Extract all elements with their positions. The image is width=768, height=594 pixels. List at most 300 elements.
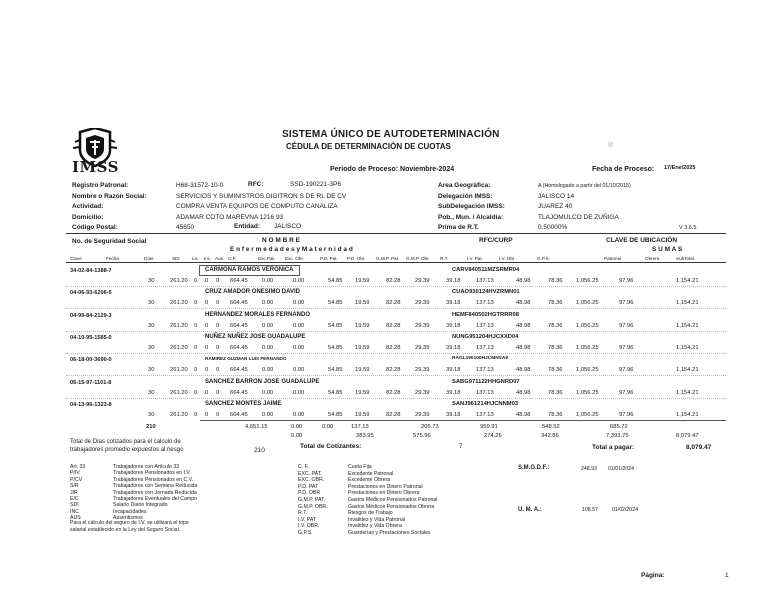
gmpp-3: 82.28 [386, 344, 401, 351]
town-value: TLAJOMULCO DE ZUÑIGA [538, 213, 619, 221]
cf-2: 664.45 [230, 322, 248, 329]
nss-4: 06-18-00-3690-0 [70, 357, 112, 364]
reg-value: H68-31572-10-0 [176, 182, 224, 189]
legend-code-4: J/R [70, 489, 78, 496]
legend-mid-desc-8: Invalidez y Vida Patronal [348, 516, 406, 523]
total2-pdp: 383.95 [356, 433, 374, 439]
ivo-5: 48.98 [516, 389, 531, 396]
total1-excp: 0.00 [291, 424, 303, 430]
legend-mid-code-1: EXC. PAT. [298, 470, 322, 477]
subdeleg-label: SubDelegación IMSS: [438, 203, 505, 210]
pdo-4: 19.59 [355, 367, 370, 374]
workers-value: 7 [459, 443, 463, 450]
legend-mid-code-10: G.P.S. [298, 530, 313, 536]
uma-label: U. M. A.: [518, 507, 542, 513]
legend-desc-4: Trabajadores con Jornada Reducida [113, 489, 197, 496]
days-5: 30 [148, 389, 155, 396]
legend-code-0: Art. 33 [70, 464, 86, 470]
pat-2: 1,056.25 [576, 322, 599, 329]
legend-desc-6: Salario Diario Integrado [113, 502, 168, 509]
total1-cf: 4,651.15 [245, 424, 268, 430]
days-summary-line-1: Total de Días cotizados para el calculo de [70, 439, 181, 445]
subheader-1: Fecha [106, 256, 119, 261]
row-divider [66, 286, 726, 287]
pdp-2: 54.85 [328, 322, 343, 329]
page-value: 1 [725, 572, 729, 579]
subheader-10: P.D. Pat. [320, 256, 338, 261]
aus-2: 0 [216, 322, 220, 329]
subheader-2: Días [144, 256, 154, 261]
legend-code-1: P/IV [70, 470, 80, 477]
days-3: 30 [148, 344, 155, 351]
page-title: SISTEMA ÚNICO DE AUTODETERMINACIÓN [282, 129, 500, 140]
legend-desc-3: Trabajadores con Semana Reducida [113, 483, 198, 490]
risk-value: 0.50000% [538, 224, 568, 231]
pdo-0: 19.59 [355, 278, 370, 284]
excp-6: 0.00 [262, 411, 274, 418]
obr-1: 97.96 [619, 300, 634, 307]
pdo-6: 19.59 [355, 411, 370, 418]
legend-mid-desc-6: Gastos Médicos Pensionados Obrera [348, 503, 435, 510]
employee-name-1: CRUZ AMADOR ONESIMO DAVID [205, 289, 300, 296]
legend-desc-1: Trabajadores Pensionados en I.V. [113, 470, 191, 477]
pdo-3: 19.59 [355, 344, 370, 351]
pat-0: 1,056.25 [576, 278, 599, 284]
col-nombre: N O M B R E [262, 237, 300, 244]
nss-6: 04-13-96-1323-8 [70, 401, 112, 408]
uma-date: 01/02/2024 [612, 507, 638, 513]
legend-mid-desc-0: Cuota Fija [348, 464, 372, 470]
days-4: 30 [148, 367, 155, 374]
geo-label: Area Geográfica: [438, 182, 491, 189]
deleg-value: JALISCO 14 [538, 192, 575, 200]
sub-4: 1,154.21 [676, 367, 699, 374]
inc-0: 0 [205, 278, 209, 284]
rt-5: 39.18 [446, 389, 461, 396]
legend-note-line-2: salarial establecido en la Ley del Seguro Social. [70, 527, 181, 533]
row-divider [66, 398, 726, 399]
lic-1: 0 [194, 300, 198, 307]
aus-4: 0 [216, 367, 220, 374]
total1-gps: 548.52 [542, 424, 560, 430]
inc-5: 0 [205, 389, 209, 396]
rt-3: 39.18 [446, 344, 461, 351]
legend-mid-code-8: I.V. PAT [298, 516, 317, 523]
header-top-rule [66, 233, 726, 234]
totals-rule [200, 420, 726, 421]
deleg-label: Delegación IMSS: [438, 192, 493, 200]
pdp-6: 54.85 [328, 411, 343, 418]
obr-3: 97.96 [619, 344, 634, 351]
aus-5: 0 [216, 389, 220, 396]
legend-mid-desc-4: Prestaciones en Dinero Obrera [348, 490, 420, 497]
cf-1: 664.45 [230, 300, 248, 307]
reg-label: Registro Patronal: [72, 182, 129, 189]
excp-4: 0.00 [262, 367, 274, 374]
curp-4: RAGL190100HJCMNSA9 [452, 356, 508, 362]
rt-6: 39.18 [446, 411, 461, 418]
town-label: Pob., Mun. / Alcaldía: [438, 213, 504, 221]
pay-value: 8,079.47 [686, 444, 712, 451]
total2-sub: 8,079.47 [676, 433, 699, 439]
gps-3: 78.36 [548, 344, 563, 351]
cf-4: 664.45 [230, 367, 248, 374]
exco-5: 0.00 [293, 389, 305, 396]
ivp-1: 137.13 [476, 300, 494, 307]
pdp-4: 54.85 [328, 367, 343, 374]
sdi-1: 261.20 [170, 300, 188, 307]
subheader-13: G.M.P. Obr. [406, 256, 430, 261]
legend-mid-desc-2: Excedente Obrera [348, 477, 391, 484]
employee-name-5: SANCHEZ BARRON JOSE GUADALUPE [205, 378, 320, 385]
rt-2: 39.18 [446, 322, 461, 329]
legend-mid-desc-9: Invalidez y Vida Obrera [348, 523, 402, 530]
days-1: 30 [148, 300, 155, 307]
cf-3: 664.45 [230, 344, 248, 351]
gps-5: 78.36 [548, 389, 563, 396]
curp-6: SANJ961214HJCNNM03 [452, 400, 519, 407]
name-value: SERVICIOS Y SUMINISTROS DIGITRON S DE RL DE CV [176, 192, 347, 200]
days-summary-line-2: trabajadores promedio expuestos al riesgo [70, 447, 184, 453]
ivo-4: 48.98 [516, 367, 531, 374]
obr-5: 97.96 [619, 389, 634, 396]
col-rfc: RFC/CURP [479, 237, 513, 244]
legend-code-5: E/C [70, 496, 79, 502]
ivo-0: 48.98 [516, 278, 531, 284]
gmpo-0: 29.39 [415, 278, 430, 284]
gmpp-4: 82.28 [386, 367, 401, 374]
nss-0: 34-02-84-1388-7 [70, 268, 112, 274]
pdp-0: 54.85 [328, 278, 343, 284]
legend-code-6: SDI [70, 502, 79, 509]
pat-1: 1,056.25 [576, 300, 599, 307]
lic-4: 0 [194, 367, 198, 374]
gmpp-0: 82.28 [386, 278, 401, 284]
col-clave: CLAVE DE UBICACIÓN [606, 237, 678, 244]
legend-code-2: P/CV [70, 476, 83, 483]
ivp-6: 137.13 [476, 411, 494, 418]
employee-name-4: RAMIREZ GUZMAN LUIS FERNANDO [205, 356, 287, 362]
gps-0: 78.36 [548, 278, 563, 284]
subheader-4: Lic. [192, 256, 200, 261]
total2-excp: 0.00 [291, 433, 303, 439]
gmpo-2: 29.39 [415, 322, 430, 329]
period-label: Periodo de Proceso: Noviembre-2024 [330, 166, 455, 173]
rfc-label: RFC: [248, 181, 264, 188]
row-divider [66, 353, 726, 354]
pdo-5: 19.59 [355, 389, 370, 396]
inc-6: 0 [205, 411, 209, 418]
ivo-3: 48.98 [516, 344, 531, 351]
page-subtitle: CÉDULA DE DETERMINACIÓN DE CUOTAS [286, 142, 451, 151]
geo-labels [438, 181, 505, 234]
pdp-1: 54.85 [328, 300, 343, 307]
excp-1: 0.00 [262, 300, 274, 307]
legend-mid-code-9: I.V. OBR. [298, 523, 320, 530]
lic-5: 0 [194, 389, 198, 396]
pdp-5: 54.85 [328, 389, 343, 396]
days-summary-value: 210 [254, 447, 265, 454]
subheader-7: C.F. [228, 256, 237, 261]
sdi-5: 261.20 [170, 389, 188, 396]
sub-1: 1,154.21 [676, 300, 699, 307]
total1-obr: 685.72 [610, 424, 628, 430]
curp-1: CUAO930124HVZRMN01 [452, 289, 520, 296]
legend-note [70, 520, 189, 534]
gps-1: 78.36 [548, 300, 563, 307]
gmpo-5: 29.39 [415, 389, 430, 396]
legend-mid-desc-10: Guarderías y Prestaciones Sociales [348, 530, 431, 536]
sdi-6: 261.20 [170, 411, 188, 418]
highlight-box [199, 265, 300, 276]
activity-value: COMPRA VENTA EQUIPOS DE COMPUTO CANALIZA [176, 203, 338, 210]
days-0: 30 [148, 278, 155, 284]
legend-desc-8: Ausentismos [113, 515, 143, 522]
rt-1: 39.18 [446, 300, 461, 307]
legend-desc-5: Trabajadores Eventuales del Campo [113, 496, 198, 502]
excp-3: 0.00 [262, 344, 274, 351]
version-label: V 3.6.5 [679, 225, 697, 231]
lic-3: 0 [194, 344, 198, 351]
subheader-8: Exc.Pat. [258, 256, 276, 261]
legend-mid-code-2: EXC. OBR. [298, 477, 325, 484]
subheader-3: SDI [172, 256, 180, 261]
total1-ivp: 959.91 [480, 424, 498, 430]
subheader-14: R.T. [440, 256, 449, 261]
nss-3: 04-10-95-1585-0 [70, 334, 112, 341]
sdi-4: 261.20 [170, 367, 188, 374]
employee-name-0: CARMONA RAMOS VERONICA [205, 267, 294, 273]
aus-3: 0 [216, 344, 220, 351]
address-label: Domicilio: [72, 213, 104, 221]
employee-name-6: SANCHEZ MONTES JAIME [205, 400, 282, 407]
inc-4: 0 [205, 367, 209, 374]
rt-4: 39.18 [446, 367, 461, 374]
sub-3: 1,154.21 [676, 344, 699, 351]
subheader-12: G.M.P. Pat. [376, 256, 400, 261]
pay-label: Total a pagar: [592, 444, 635, 451]
exco-1: 0.00 [293, 300, 305, 307]
zip-value: 45650 [176, 224, 195, 231]
exco-0: 0.00 [293, 278, 305, 284]
ivo-2: 48.98 [516, 322, 531, 329]
state-label: Entidad: [234, 223, 260, 230]
exco-3: 0.00 [293, 344, 305, 351]
pdo-2: 19.59 [355, 322, 370, 329]
subheader-19: Obrera [645, 256, 660, 261]
legend-code-8: AUS [70, 515, 81, 522]
exco-2: 0.00 [293, 322, 305, 329]
geo-values [538, 181, 631, 234]
sdi-3: 261.20 [170, 344, 188, 351]
pat-4: 1,056.25 [576, 367, 599, 374]
gps-4: 78.36 [548, 367, 563, 374]
legend-mid-code-0: C. F. [298, 464, 309, 470]
subheader-20: SubTotal [676, 256, 694, 261]
row-divider [66, 375, 726, 376]
gmpp-1: 82.28 [386, 300, 401, 307]
uma-value: 108.57 [582, 507, 598, 513]
exco-6: 0.00 [293, 411, 305, 418]
total1-exco: 0.00 [322, 424, 334, 430]
activity-label: Actividad: [72, 203, 104, 210]
gmpo-6: 29.39 [415, 411, 430, 418]
cf-6: 664.45 [230, 411, 248, 418]
smgdf-value: 248.93 [581, 466, 597, 472]
days-summary-label [70, 438, 183, 454]
gmpo-1: 29.39 [415, 300, 430, 307]
legend-mid-code-7: R.T. [298, 510, 308, 517]
name-label: Nombre o Razón Social: [72, 192, 147, 200]
lic-2: 0 [194, 322, 198, 329]
cf-0: 664.45 [230, 278, 248, 284]
legend-mid-desc-5: Gastos Médicos Pensionados Patronal [348, 497, 438, 503]
header-bottom-rule [66, 262, 726, 263]
nss-1: 04-06-93-6206-5 [70, 290, 112, 297]
legend-mid-desc-7: Riesgos de Trabajo [348, 510, 393, 517]
obr-2: 97.96 [619, 322, 634, 329]
sdi-0: 261.20 [170, 278, 188, 284]
total2-gmpp: 575.96 [413, 433, 431, 439]
pat-6: 1,056.25 [576, 411, 599, 418]
total2-rt: 274.26 [484, 433, 502, 439]
pat-3: 1,056.25 [576, 344, 599, 351]
rt-0: 39.18 [446, 278, 461, 284]
imss-logo-text: IMSS [72, 158, 119, 176]
subheader-18: Patronal [604, 256, 622, 261]
legend-desc-2: Trabajadores Pensionados en C.V. [113, 476, 194, 483]
pdo-1: 19.59 [355, 300, 370, 307]
address-value: ADAMAR COTO MAREVNA 1216 93 [176, 213, 284, 221]
ivp-5: 137.13 [476, 389, 494, 396]
gps-2: 78.36 [548, 322, 563, 329]
legend-note-line-1: Para el cálculo del seguro de I.V. se utilizará el tope [70, 520, 189, 526]
pat-5: 1,056.25 [576, 389, 599, 396]
workers-label: Total de Cotizantes: [300, 443, 362, 450]
obr-4: 97.96 [619, 367, 634, 374]
gmpp-6: 82.28 [386, 411, 401, 418]
aus-6: 0 [216, 411, 220, 418]
subheader-9: Exc. Obr. [285, 256, 304, 261]
curp-3: NUNG951204HJCXXD04 [452, 333, 519, 340]
legend-mid-desc-3: Prestaciones en Dinero Patronal [348, 483, 423, 490]
total2-pat: 7,393.75 [606, 433, 629, 439]
risk-label: Prima de R.T. [438, 224, 479, 231]
gmpo-4: 29.39 [415, 367, 430, 374]
nss-2: 04-99-84-2129-3 [70, 312, 112, 319]
days-2: 30 [148, 322, 155, 329]
curp-2: HEMF840502HGTRRR08 [452, 311, 520, 318]
legend-mid-code-3: P.D. PAT [298, 483, 319, 490]
lic-6: 0 [194, 411, 198, 418]
legend-code-7: INC [70, 508, 79, 515]
obr-0: 97.96 [619, 278, 634, 284]
obr-6: 97.96 [619, 411, 634, 418]
days-6: 30 [148, 411, 155, 418]
subheader-11: P.D. Obr. [347, 256, 366, 261]
legend-desc-7: Incapacidades [113, 508, 147, 515]
inc-2: 0 [205, 322, 209, 329]
subheader-5: Inc. [204, 256, 212, 261]
employer-labels [72, 181, 147, 234]
employee-name-2: HERNANDEZ MORALES FERNANDO [205, 311, 310, 318]
legend-mid-code-5: G.M.P. PAT. [298, 497, 326, 503]
rfc-value: SSD-190221-3P6 [290, 181, 341, 188]
aus-1: 0 [216, 300, 220, 307]
ivp-0: 137.13 [476, 278, 494, 284]
ivp-2: 137.13 [476, 322, 494, 329]
gmpp-2: 82.28 [386, 322, 401, 329]
excp-5: 0.00 [262, 389, 274, 396]
sub-6: 1,154.21 [676, 411, 699, 418]
legend-mid-code-6: G.M.P. OBR. [298, 503, 328, 510]
ivo-1: 48.98 [516, 300, 531, 307]
subheader-6: Aus. [215, 256, 225, 261]
lic-0: 0 [194, 278, 198, 284]
geo-value: A (Homologado a partir del 01/10/2015) [538, 183, 631, 189]
subheader-17: G.P.S. [537, 256, 550, 261]
smgdf-label: S.M.G.D.F.: [518, 465, 550, 471]
total1-gmpo: 205.73 [421, 424, 439, 430]
process-date-value: 17/Ene/2025 [664, 165, 696, 171]
nss-5: 05-15-97-1101-8 [70, 379, 112, 386]
total1-pdp: 137.13 [351, 424, 369, 430]
aus-0: 0 [216, 278, 220, 284]
col-nss: No. de Seguridad Social [72, 238, 147, 245]
process-date-label: Fecha de Proceso: [592, 166, 655, 173]
ivp-3: 137.13 [476, 344, 494, 351]
sub-5: 1,154.21 [676, 389, 699, 396]
ivo-6: 48.98 [516, 411, 531, 418]
excp-2: 0.00 [262, 322, 274, 329]
corner-mark: ® [608, 142, 614, 149]
col-sumas: S U M A S [652, 246, 683, 253]
total2-ivo: 342.86 [541, 433, 559, 439]
row-divider [66, 308, 726, 309]
inc-3: 0 [205, 344, 209, 351]
pdp-3: 54.85 [328, 344, 343, 351]
legend-mid-code-4: P.D. OBR [298, 490, 321, 497]
row-divider [66, 331, 726, 332]
col-enfermedades: E n f e r m e d a d e s y M a t e r n i d a d [230, 246, 353, 253]
legend-desc-0: Trabajadores con Artículo 33 [113, 464, 180, 470]
sub-0: 1,154.21 [676, 278, 699, 284]
total1-days: 210 [146, 424, 156, 430]
gps-6: 78.36 [548, 411, 563, 418]
subdeleg-value: JUAREZ 40 [538, 203, 573, 210]
sdi-2: 261.20 [170, 322, 188, 329]
curp-0: CARV840511MZSRMR04 [452, 267, 520, 273]
legend-code-3: S/R [70, 483, 79, 490]
zip-label: Código Postal: [72, 224, 118, 231]
exco-4: 0.00 [293, 367, 305, 374]
legend-mid-desc-1: Excedente Patronal [348, 470, 394, 477]
employee-name-3: NUÑEZ NUÑEZ JOSE GUADALUPE [205, 333, 306, 340]
subheader-15: I.V. Pat. [467, 256, 483, 261]
sub-2: 1,154.21 [676, 322, 699, 329]
gmpp-5: 82.28 [386, 389, 401, 396]
subheader-0: Clave [70, 256, 82, 261]
subheader-16: I.V. Obr [499, 256, 515, 261]
employer-values [176, 181, 346, 234]
ivp-4: 137.13 [476, 367, 494, 374]
smgdf-date: 01/01/2024 [608, 466, 634, 472]
page-label: Página: [641, 572, 665, 579]
state-value: JALISCO [274, 223, 302, 230]
curp-5: SABG971122HHGNRD07 [452, 378, 520, 385]
cf-5: 664.45 [230, 389, 248, 396]
inc-1: 0 [205, 300, 209, 307]
